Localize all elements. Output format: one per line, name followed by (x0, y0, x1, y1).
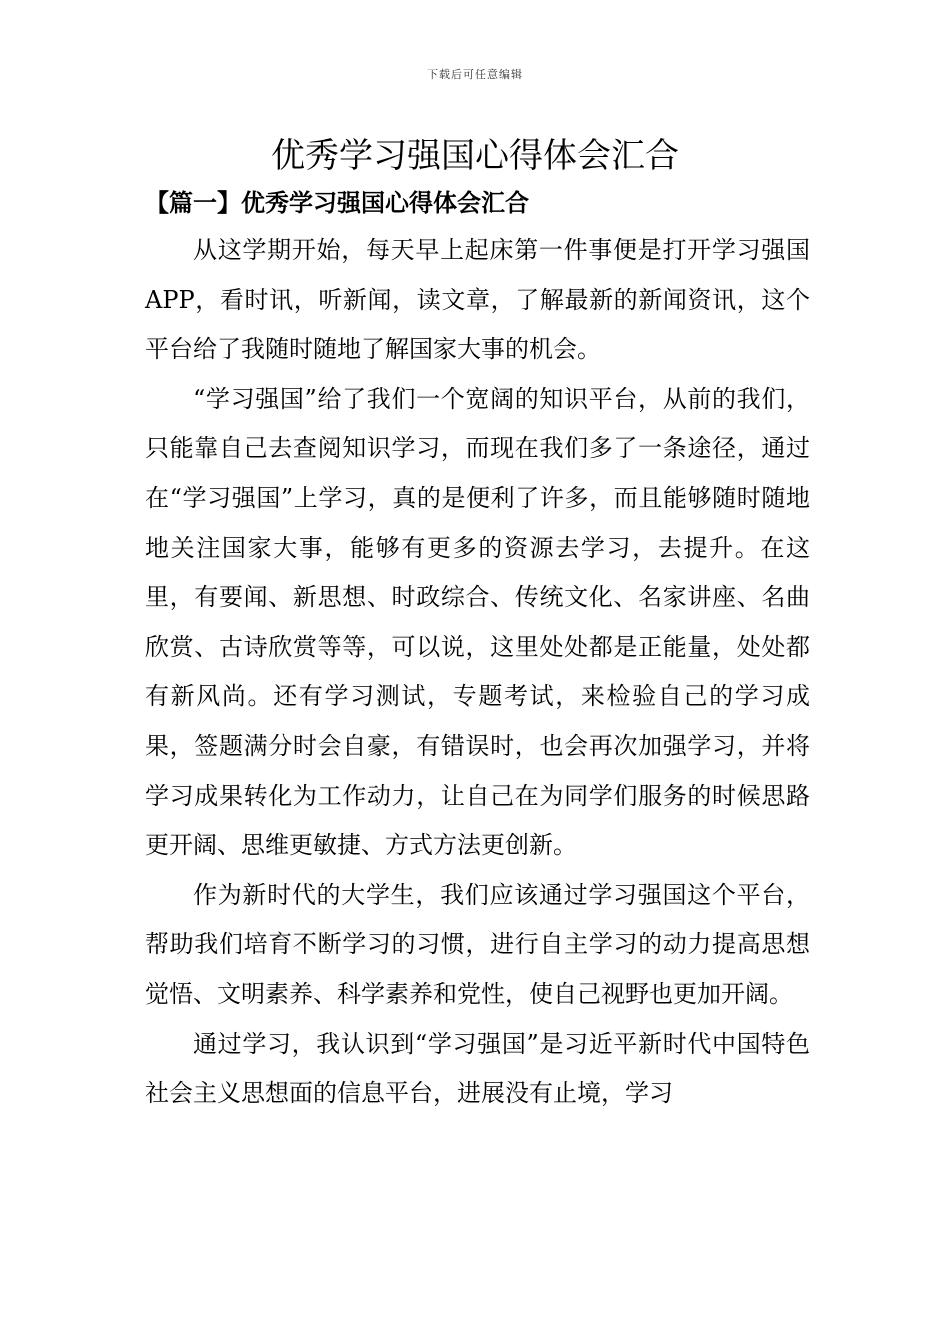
paragraph-1: 从这学期开始，每天早上起床第一件事便是打开学习强国APP，看时讯，听新闻，读文章，了解最新的新闻资讯，这个平台给了我随时随地了解国家大事的机会。 (145, 236, 810, 364)
header-note: 下载后可任意编辑 (427, 68, 523, 81)
paragraph-2: “学习强国”给了我们一个宽阔的知识平台，从前的我们，只能靠自己去查阅知识学习，而现在我们多了一条途径，通过在“学习强国”上学习，真的是便利了许多，而且能够随时随地地关注国家大事，能够有更多的资源去学习，去提升。在这里，有要闻、新思想、时政综合、传统文化、名家讲座、名曲欣赏、古诗欣赏等等，可以说，这里处处都是正能量，处处都有新风尚。还有学习测试，专题考试，来检验自己的学习成果，签题满分时会自豪，有错误时，也会再次加强学习，并将学习成果转化为工作动力，让自己在为同学们服务的时候思路更开阔、思维更敏捷、方式方法更创新。 (145, 384, 810, 860)
document-title: 优秀学习强国心得体会汇合 (271, 136, 679, 176)
paragraph-3: 作为新时代的大学生，我们应该通过学习强国这个平台，帮助我们培育不断学习的习惯，进行自主学习的动力提高思想觉悟、文明素养、科学素养和党性，使自己视野也更加开阔。 (145, 880, 810, 1008)
section-heading: 【篇一】优秀学习强国心得体会汇合 (145, 188, 529, 217)
document-body (145, 226, 810, 1119)
paragraph-4: 通过学习，我认识到“学习强国”是习近平新时代中国特色社会主义思想面的信息平台，进展没有止境，学习 (145, 1029, 810, 1108)
